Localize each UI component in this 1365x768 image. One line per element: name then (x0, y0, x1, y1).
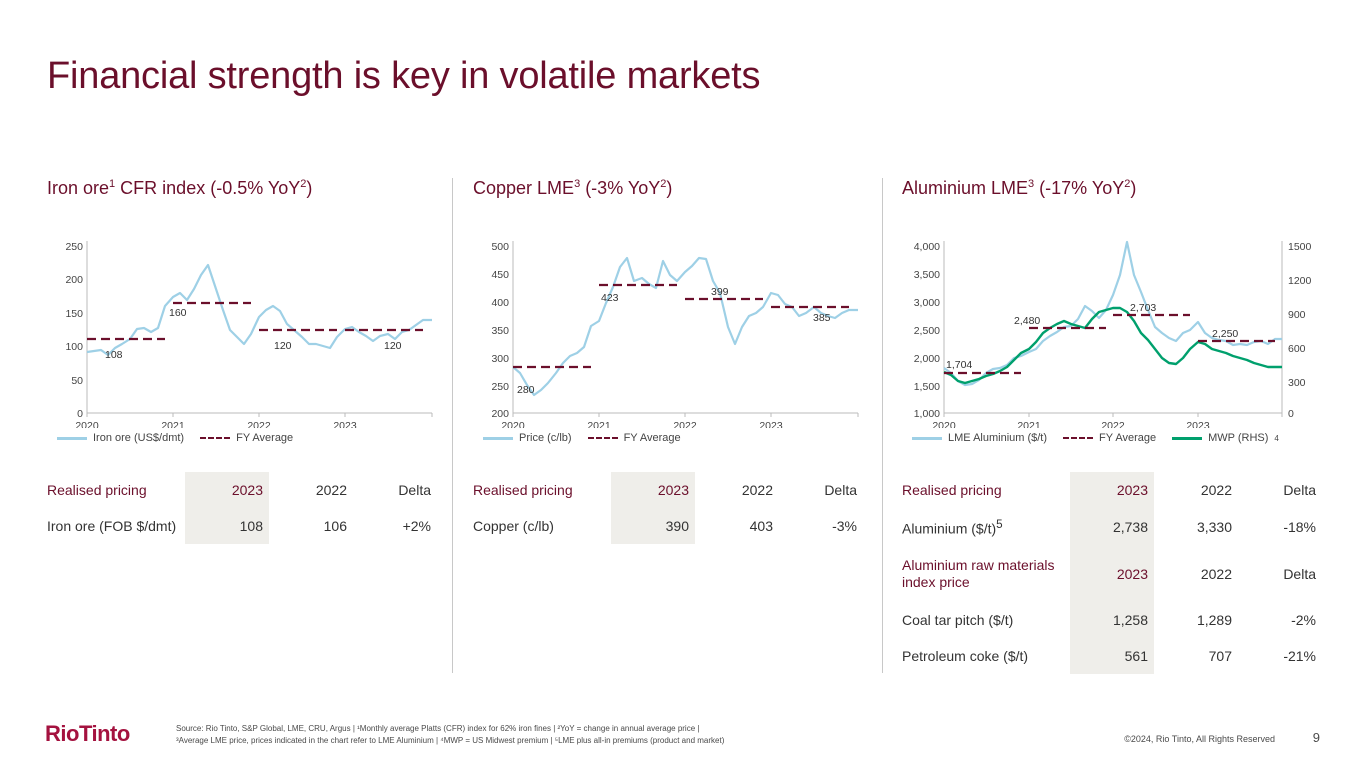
legend-item-iron-ore-series (57, 432, 184, 444)
source-line-1: Source: Rio Tinto, S&P Global, LME, CRU, Argus | ¹Monthly average Platts (CFR) index for 62% iron fines | ²YoY = change in annual average price | (176, 724, 700, 733)
title-part-a: Iron ore (47, 178, 110, 198)
col-header-delta-2: Delta (1283, 566, 1316, 583)
title-sup-1: 3 (574, 178, 581, 190)
cell-2022: 1,289 (1196, 611, 1232, 628)
legend-aluminium (902, 432, 1322, 444)
cell-2022: 106 (323, 518, 347, 534)
title-sup-2: 2 (660, 178, 667, 190)
svg-text:450: 450 (491, 269, 509, 281)
svg-text:300: 300 (491, 353, 509, 365)
title-sup-1: 1 (109, 178, 116, 190)
title-part-c: ) (666, 178, 673, 198)
legend-label: Price (c/lb) (519, 432, 572, 444)
title-sup-2: 2 (300, 178, 307, 190)
table-header-row (47, 472, 437, 508)
cell-delta: -18% (1283, 519, 1316, 536)
cell-delta: -3% (832, 518, 857, 534)
svg-text:200: 200 (65, 274, 83, 286)
svg-text:2023: 2023 (759, 420, 783, 428)
svg-text:150: 150 (65, 308, 83, 320)
cell-delta: -21% (1283, 647, 1316, 664)
chart-iron-ore (47, 213, 437, 444)
title-part-b: CFR index (-0.5% YoY (115, 178, 301, 198)
legend-label: LME Aluminium ($/t) (948, 432, 1048, 444)
svg-text:1,500: 1,500 (913, 381, 940, 393)
cell-2023: 2,738 (1070, 508, 1154, 547)
svg-text:250: 250 (65, 241, 83, 253)
chart-svg-copper (473, 213, 863, 428)
col-header-delta: Delta (824, 482, 857, 498)
svg-text:300: 300 (1288, 377, 1306, 389)
cell-2023: 108 (185, 508, 269, 544)
svg-text:350: 350 (491, 325, 509, 337)
cell-2023: 390 (611, 508, 695, 544)
col-header-delta: Delta (1283, 482, 1316, 498)
cell-2023: 561 (1070, 638, 1154, 674)
svg-text:2022: 2022 (1101, 420, 1125, 428)
panel-aluminium (902, 178, 1322, 674)
row-label-sup: 5 (996, 518, 1003, 531)
svg-text:1,704: 1,704 (946, 359, 973, 371)
row-label: Petroleum coke ($/t) (902, 647, 1029, 664)
svg-text:2,250: 2,250 (1212, 328, 1239, 340)
col-header-delta: Delta (398, 482, 431, 498)
table-header-row-2 (902, 547, 1322, 602)
source-line-2: ³Average LME price, prices indicated in the chart refer to LME Aluminium | ⁴MWP = US Midwest premium | ⁵LME plus all-in premiums (product and market) (176, 735, 725, 745)
table-row (47, 508, 437, 544)
copyright-text: ©2024, Rio Tinto, All Rights Reserved (1124, 734, 1275, 744)
legend-label: MWP (RHS) (1208, 432, 1269, 444)
svg-text:250: 250 (491, 381, 509, 393)
cell-delta: -2% (1291, 611, 1316, 628)
source-note (176, 723, 724, 746)
svg-text:600: 600 (1288, 343, 1306, 355)
legend-iron-ore (47, 432, 437, 444)
svg-text:4,000: 4,000 (913, 241, 940, 253)
svg-text:0: 0 (77, 408, 83, 420)
panel-divider-2 (882, 178, 883, 673)
row-label (902, 508, 1070, 547)
svg-text:2,000: 2,000 (913, 353, 940, 365)
chart-copper (473, 213, 863, 444)
panel-divider-1 (452, 178, 453, 673)
legend-label: FY Average (1099, 432, 1157, 444)
legend-dash-icon (200, 437, 230, 439)
svg-text:2022: 2022 (673, 420, 697, 428)
table-realised-pricing-aluminium (902, 472, 1322, 674)
table-row (902, 638, 1322, 674)
col-header-2023: 2023 (611, 472, 695, 508)
panel-title-iron-ore (47, 178, 437, 199)
panel-title-copper (473, 178, 863, 199)
col-header-2022: 2022 (741, 482, 773, 498)
col-header-2023: 2023 (1070, 472, 1154, 508)
svg-text:2,500: 2,500 (913, 325, 940, 337)
cell-2022: 403 (749, 518, 773, 534)
svg-text:3,000: 3,000 (913, 297, 940, 309)
svg-text:1200: 1200 (1288, 275, 1312, 287)
svg-text:0: 0 (1288, 408, 1294, 420)
table-row (902, 508, 1322, 547)
legend-line-icon (483, 437, 513, 440)
title-part-c: ) (1130, 178, 1137, 198)
col-header-label: Realised pricing (47, 482, 147, 498)
svg-text:2020: 2020 (75, 420, 99, 428)
legend-green-icon (1172, 437, 1202, 440)
legend-line-icon (57, 437, 87, 440)
svg-text:2021: 2021 (1017, 420, 1041, 428)
col-header-2023-2: 2023 (1070, 547, 1154, 602)
title-part-b: (-3% YoY (580, 178, 661, 198)
svg-text:120: 120 (274, 340, 292, 352)
row-label-text: Aluminium ($/t) (902, 520, 997, 537)
chart-aluminium (902, 213, 1322, 444)
table-header-row (902, 472, 1322, 508)
svg-text:1500: 1500 (1288, 241, 1312, 253)
page-title: Financial strength is key in volatile markets (47, 55, 761, 97)
panel-iron-ore (47, 178, 437, 544)
riotinto-logo: RioTinto (45, 721, 130, 746)
legend-item-lme-aluminium (912, 432, 1047, 444)
table-row (473, 508, 863, 544)
cell-delta: +2% (402, 518, 431, 534)
table-realised-pricing-copper (473, 472, 863, 544)
panel-copper (473, 178, 863, 544)
svg-text:200: 200 (491, 408, 509, 420)
legend-sup: 4 (1274, 433, 1279, 443)
cell-2022: 3,330 (1196, 519, 1232, 536)
col-header-2022: 2022 (1200, 482, 1232, 498)
panel-title-aluminium (902, 178, 1322, 199)
col-header-2022-2: 2022 (1200, 566, 1232, 583)
table-header-row (473, 472, 863, 508)
svg-text:280: 280 (517, 384, 535, 396)
chart-svg-aluminium (902, 213, 1322, 428)
chart-svg-iron-ore (47, 213, 437, 428)
col-header-label: Realised pricing (473, 482, 573, 498)
svg-text:385: 385 (813, 312, 831, 324)
svg-text:900: 900 (1288, 309, 1306, 321)
legend-item-fy-average (588, 432, 681, 444)
legend-item-copper-series (483, 432, 572, 444)
svg-text:500: 500 (491, 241, 509, 253)
svg-text:399: 399 (711, 286, 729, 298)
col-header-label: Realised pricing (902, 482, 1002, 498)
svg-text:50: 50 (71, 375, 83, 387)
title-sup-1: 3 (1028, 178, 1035, 190)
cell-2022: 707 (1208, 647, 1232, 664)
svg-text:423: 423 (601, 292, 619, 304)
legend-label: FY Average (623, 432, 681, 444)
svg-text:160: 160 (169, 307, 187, 319)
svg-text:2023: 2023 (1186, 420, 1210, 428)
title-part-c: ) (306, 178, 313, 198)
svg-text:2022: 2022 (247, 420, 271, 428)
page-number: 9 (1312, 730, 1320, 745)
title-part-b: (-17% YoY (1034, 178, 1125, 198)
row-label: Coal tar pitch ($/t) (902, 611, 1014, 628)
legend-dash-icon (1063, 437, 1093, 439)
svg-text:3,500: 3,500 (913, 269, 940, 281)
table-row (902, 602, 1322, 638)
table-realised-pricing-iron-ore (47, 472, 437, 544)
svg-text:100: 100 (65, 341, 83, 353)
legend-dash-icon (588, 437, 618, 439)
legend-item-mwp (1172, 432, 1279, 444)
legend-label: FY Average (236, 432, 294, 444)
svg-text:400: 400 (491, 297, 509, 309)
title-sup-2: 2 (1124, 178, 1131, 190)
legend-line-icon (912, 437, 942, 440)
svg-text:2021: 2021 (587, 420, 611, 428)
svg-text:2020: 2020 (501, 420, 525, 428)
legend-item-fy-average (200, 432, 293, 444)
legend-item-fy-average (1063, 432, 1156, 444)
col-header-2022: 2022 (315, 482, 347, 498)
svg-text:2023: 2023 (333, 420, 357, 428)
svg-text:2021: 2021 (161, 420, 185, 428)
svg-text:1,000: 1,000 (913, 408, 940, 420)
legend-copper (473, 432, 863, 444)
col-header-label-2: Aluminium raw materials index price (902, 556, 1055, 591)
row-label: Copper (c/lb) (473, 518, 554, 534)
svg-text:120: 120 (384, 340, 402, 352)
col-header-2023: 2023 (185, 472, 269, 508)
cell-2023: 1,258 (1070, 602, 1154, 638)
title-part-a: Aluminium LME (902, 178, 1029, 198)
svg-text:2020: 2020 (932, 420, 956, 428)
title-part-a: Copper LME (473, 178, 575, 198)
svg-text:108: 108 (105, 349, 123, 361)
svg-text:2,480: 2,480 (1014, 315, 1041, 327)
legend-label: Iron ore (US$/dmt) (93, 432, 185, 444)
row-label: Iron ore (FOB $/dmt) (47, 518, 177, 534)
svg-text:2,703: 2,703 (1130, 302, 1157, 314)
